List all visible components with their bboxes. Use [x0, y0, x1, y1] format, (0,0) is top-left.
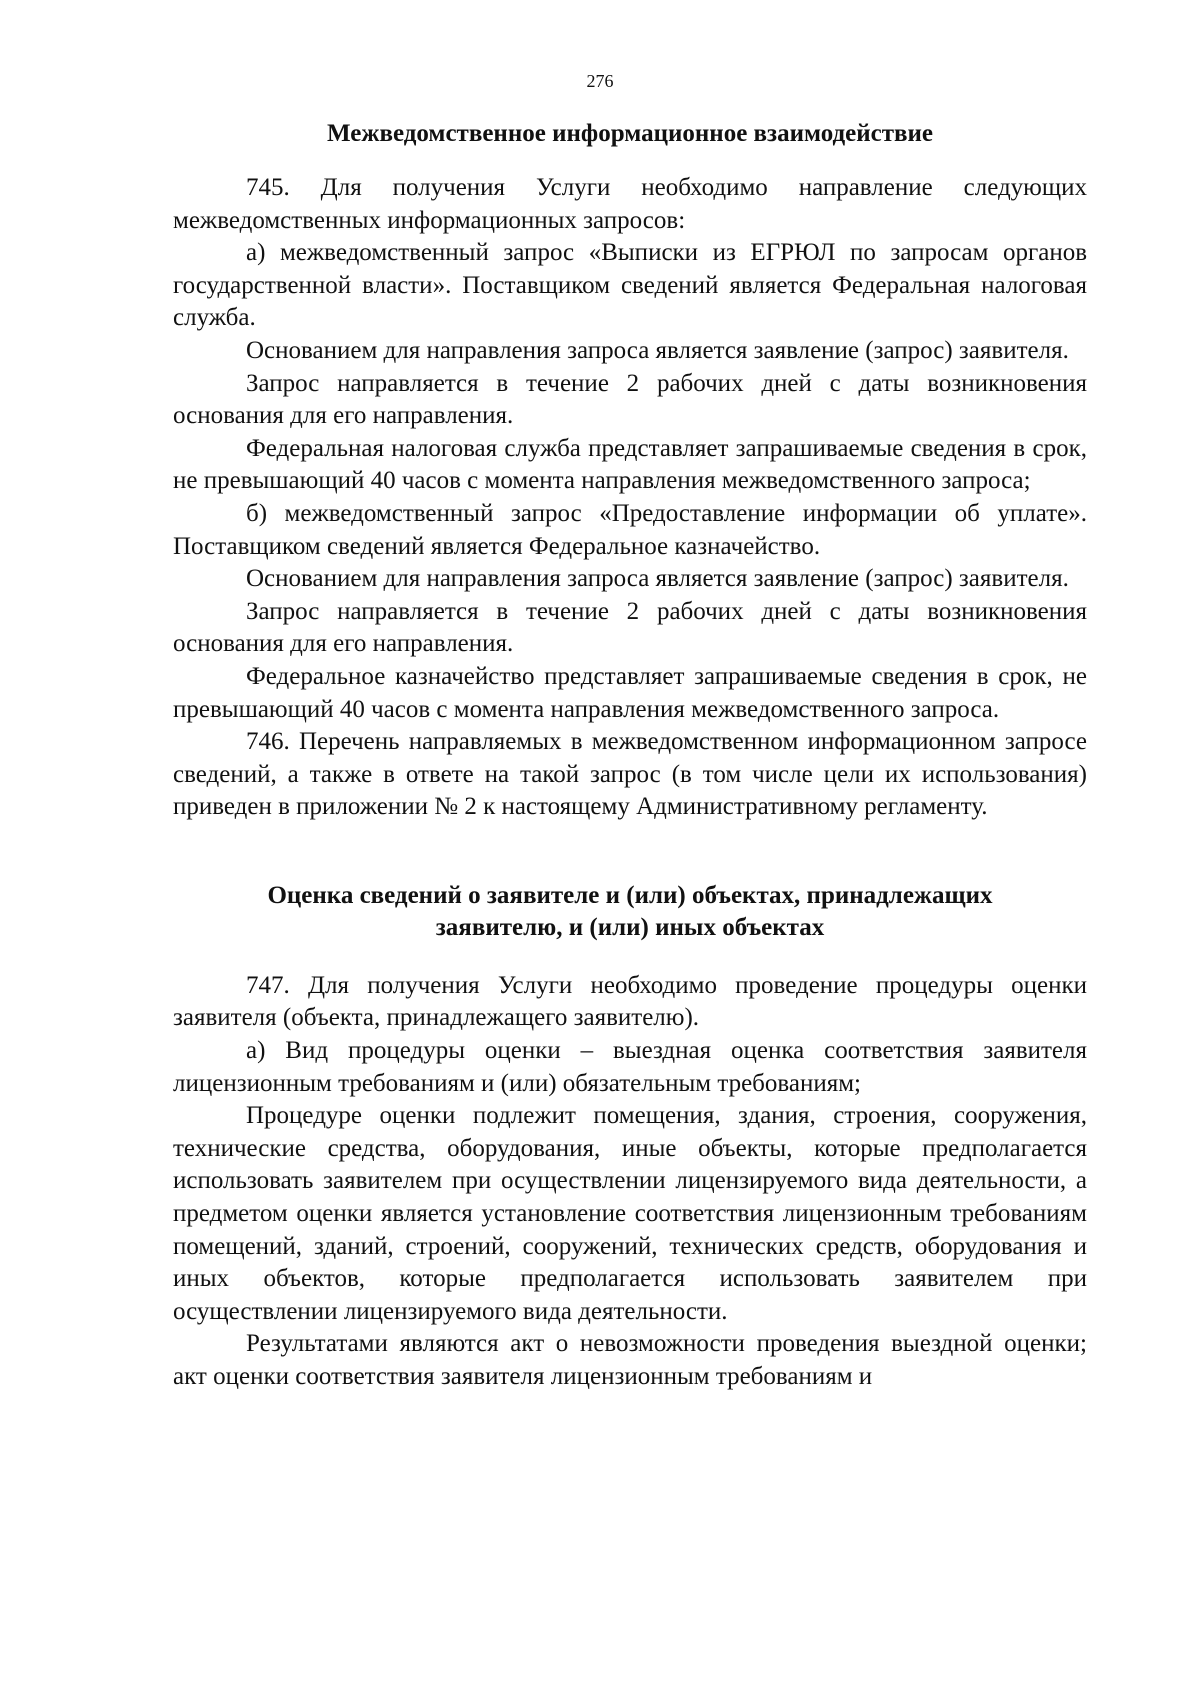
heading-line: заявителю, и (или) иных объектах: [435, 913, 825, 941]
paragraph: Основанием для направления запроса является заявление (запрос) заявителя.: [246, 336, 1069, 364]
section-heading-interagency: Межведомственное информационное взаимодействие: [327, 120, 933, 147]
page-number: 276: [586, 71, 614, 91]
paragraph: Результатами являются акт о невозможности проведения выездной оценки; акт оценки соответствия заявителя лицензионным требованиям и: [173, 1330, 1087, 1390]
paragraph-745-a: а) межведомственный запрос «Выписки из ЕГРЮЛ по запросам органов государственной власти». Поставщиком сведений является Федеральная налоговая служба.: [173, 239, 1087, 332]
paragraph-745: 745. Для получения Услуги необходимо направление следующих межведомственных информационных запросов:: [173, 174, 1087, 234]
paragraph: Основанием для направления запроса является заявление (запрос) заявителя.: [246, 565, 1069, 593]
paragraph-747: 747. Для получения Услуги необходимо проведение процедуры оценки заявителя (объекта, принадлежащего заявителю).: [173, 971, 1087, 1032]
paragraph: Запрос направляется в течение 2 рабочих дней с даты возникновения основания для его направления.: [173, 369, 1087, 430]
paragraph: Запрос направляется в течение 2 рабочих дней с даты возникновения основания для его направления.: [173, 597, 1087, 658]
paragraph: Процедуре оценки подлежит помещения, здания, строения, сооружения, технические средства, оборудования, иные объекты, которые предполагается использовать заявителем при осуществлении лицензируемого вида деятельности, а предметом оценки является установление соответствия лицензионным требованиям помещений, зданий, строений, сооружений, технических средств, оборудования и иных объектов, которые предполагается использовать заявителем при осуществлении лицензируемого вида деятельности.: [173, 1102, 1087, 1325]
paragraph-746: 746. Перечень направляемых в межведомственном информационном запросе сведений, а также в ответе на такой запрос (в том числе цели их использования) приведен в приложении № 2 к настоящему Административному регламенту.: [173, 728, 1087, 821]
section-heading-assessment: [173, 880, 1087, 944]
paragraph: Федеральное казначейство представляет запрашиваемые сведения в срок, не превышающий 40 часов с момента направления межведомственного запроса.: [173, 662, 1087, 723]
paragraph-747-a: а) Вид процедуры оценки – выездная оценка соответствия заявителя лицензионным требованиям и (или) обязательным требованиям;: [173, 1037, 1087, 1097]
paragraph: Федеральная налоговая служба представляет запрашиваемые сведения в срок, не превышающий 40 часов с момента направления межведомственного запроса;: [173, 434, 1087, 495]
heading-line: Оценка сведений о заявителе и (или) объектах, принадлежащих: [267, 881, 993, 909]
paragraph-745-b: б) межведомственный запрос «Предоставление информации об уплате». Поставщиком сведений является Федеральное казначейство.: [173, 499, 1087, 560]
document-body: [173, 118, 1087, 1394]
